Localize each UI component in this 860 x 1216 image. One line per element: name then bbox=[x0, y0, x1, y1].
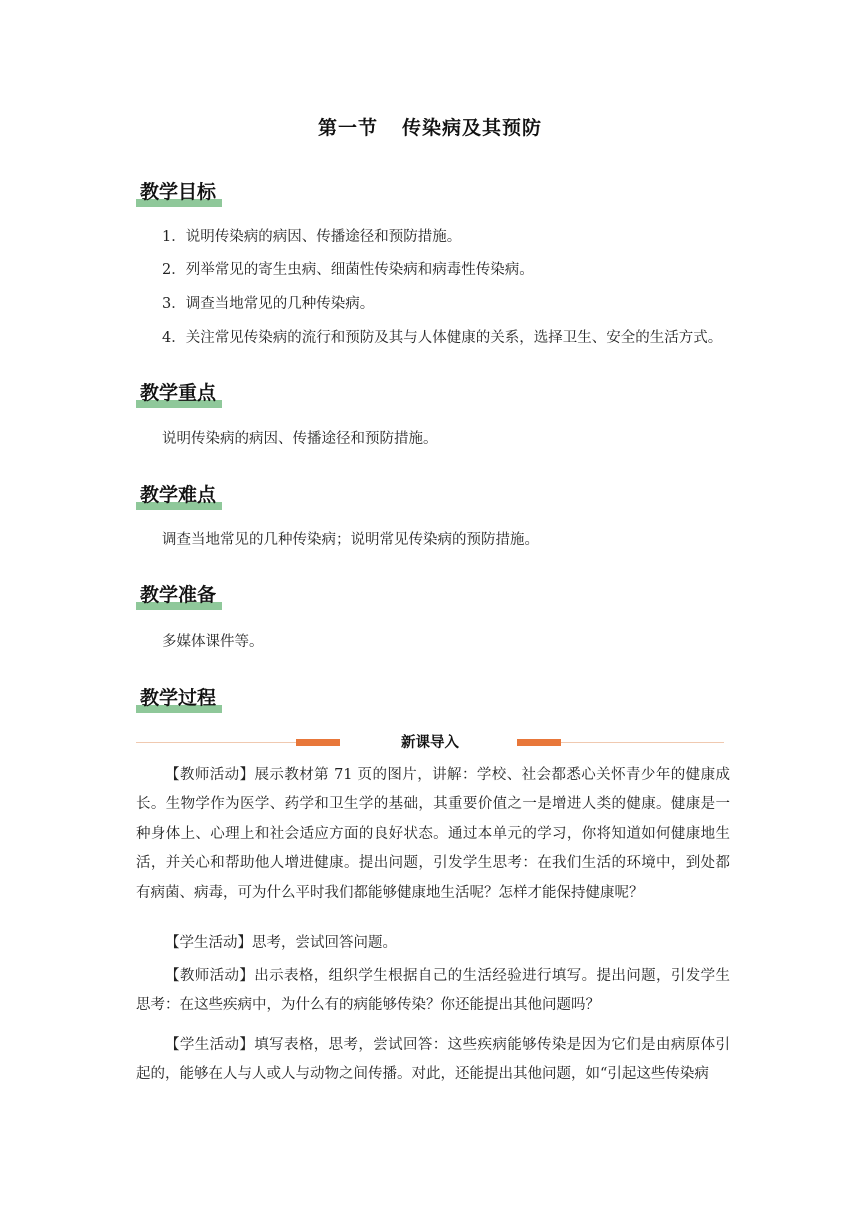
paragraph-teacher-activity-2: 【教师活动】出示表格，组织学生根据自己的生活经验进行填写。提出问题，引发学生思考：在这些疾病中，为什么有的病能够传染？你还能提出其他问题吗？ bbox=[136, 968, 730, 1014]
heading-difficulties bbox=[136, 480, 222, 504]
divider-line-right bbox=[561, 742, 724, 743]
difficulties-text: 调查当地常见的几种传染病；说明常见传染病的预防措施。 bbox=[162, 532, 539, 548]
heading-key-points bbox=[136, 378, 222, 402]
heading-objectives bbox=[136, 177, 222, 201]
paragraph-student-activity-2: 【学生活动】填写表格，思考，尝试回答：这些疾病能够传染是因为它们是由病原体引起的，能够在人与人或人与动物之间传播。对此，还能提出其他问题，如“引起这些传染病 bbox=[136, 1037, 730, 1083]
heading-process bbox=[136, 683, 222, 707]
divider-line-left bbox=[136, 742, 296, 743]
title-topic: 传染病及其预防 bbox=[402, 117, 543, 139]
divider-accent-left bbox=[296, 739, 340, 746]
paragraph-teacher-activity-1: 【教师活动】展示教材第 71 页的图片，讲解：学校、社会都悉心关怀青少年的健康成长。生物学作为医学、药学和卫生学的基础，其重要价值之一是增进人类的健康。健康是一种身体上、心理上和社会适应方面的良好状态。通过本单元的学习，你将知道如何健康地生活，并关心和帮助他人增进健康。提出问题，引发学生思考：在我们生活的环境中，到处都有病菌、病毒，可为什么平时我们都能够健康地生活呢？怎样才能保持健康呢？ bbox=[136, 767, 730, 901]
objective-item-2: 2．列举常见的寄生虫病、细菌性传染病和病毒性传染病。 bbox=[162, 262, 534, 278]
divider-accent-right bbox=[517, 739, 561, 746]
paragraph-student-activity-1: 【学生活动】思考，尝试回答问题。 bbox=[165, 935, 397, 951]
heading-preparation bbox=[136, 580, 222, 604]
objective-item-3: 3．调查当地常见的几种传染病。 bbox=[162, 296, 375, 312]
divider-label: 新课导入 bbox=[401, 735, 459, 751]
objective-item-4: 4．关注常见传染病的流行和预防及其与人体健康的关系，选择卫生、安全的生活方式。 bbox=[162, 330, 723, 346]
preparation-text: 多媒体课件等。 bbox=[162, 634, 264, 650]
heading-difficulties-text: 教学难点 bbox=[140, 484, 217, 506]
objective-item-1: 1．说明传染病的病因、传播途径和预防措施。 bbox=[162, 229, 462, 245]
title-section-number: 第一节 bbox=[317, 117, 378, 139]
heading-key-points-text: 教学重点 bbox=[140, 382, 217, 404]
page-title bbox=[0, 113, 860, 140]
heading-objectives-text: 教学目标 bbox=[140, 181, 217, 203]
heading-preparation-text: 教学准备 bbox=[140, 584, 217, 606]
heading-process-text: 教学过程 bbox=[140, 687, 217, 709]
key-points-text: 说明传染病的病因、传播途径和预防措施。 bbox=[162, 431, 438, 447]
